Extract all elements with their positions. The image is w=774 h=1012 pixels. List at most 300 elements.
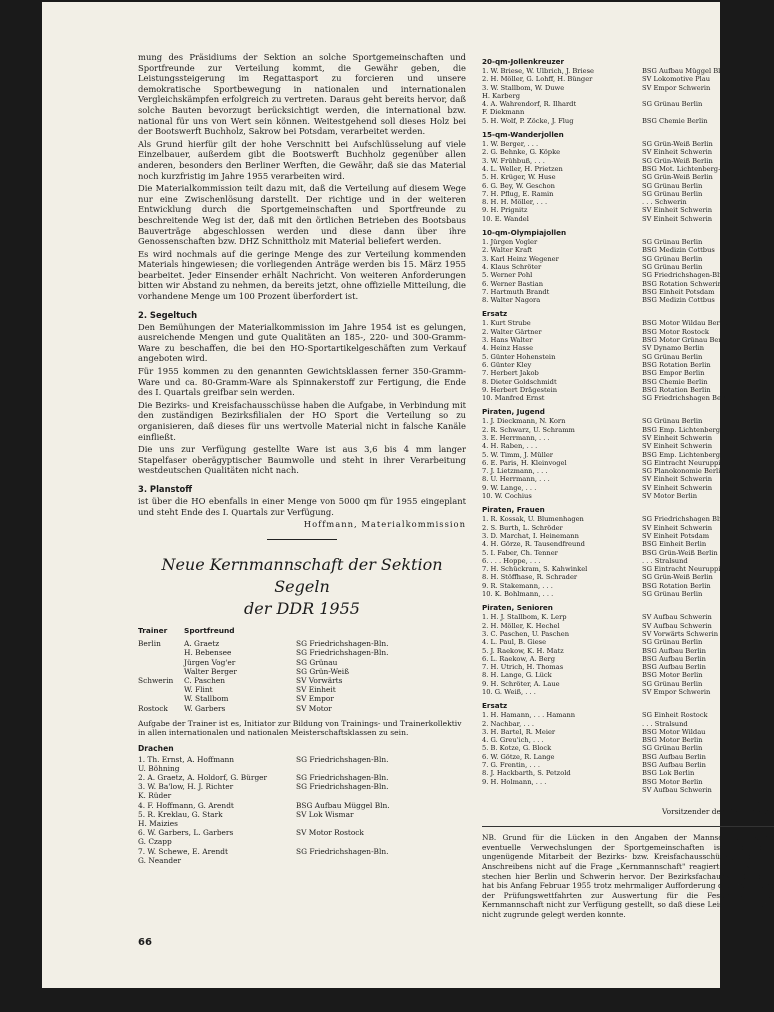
team-title-line2: der DDR 1955 (244, 599, 360, 619)
trainer-club: SG Friedrichshagen-Bln. (296, 639, 389, 649)
class-row (482, 75, 774, 83)
crew-names: 6. W. Götze, R. Lange (482, 752, 555, 761)
crew-names: 2. H. Möller, K. Hechel (482, 621, 560, 630)
crew-club: BSG Rotation Berlin (642, 385, 711, 394)
paragraph: Den Bemühungen der Materialkommission im Jahre 1954 ist es gelungen, ausreichende Mengen und gute Qualitäten an 185-, 220- und 300-Gramm-Ware zu beschaffen, die bei den HO-Sportartikelgeschäften zum Verkauf angeboten wird. (138, 321, 466, 364)
crew-club: . . . Stralsund (642, 556, 688, 565)
drachen-row (138, 773, 466, 782)
crew-names: 5. Werner Pohl (482, 271, 533, 280)
trainer-club: SV Motor (296, 703, 332, 713)
crew-club: SV Lokomotive Plau (642, 75, 711, 84)
crew-club: BSG Motor Berlin (642, 777, 703, 786)
class-row (482, 434, 774, 442)
crew-club: BSG Emp. Lichtenberg-Bln. (642, 450, 736, 459)
crew-club: SV Einheit Schwerin (642, 148, 713, 157)
signature-name: Hoffmann, (734, 798, 774, 808)
crew-names: 4. Heinz Hasse (482, 344, 534, 353)
crew-club: SV Lok Wismar (296, 809, 354, 819)
class-row (482, 711, 774, 719)
trainer-row (138, 667, 466, 676)
crew-club: BSG Einheit Berlin (642, 540, 707, 549)
trainer-name: H. Bebensee (184, 648, 232, 658)
crew-names: 3. W. Ba'low, H. J. Richter (138, 782, 234, 792)
class-row (482, 720, 774, 728)
divider (267, 539, 337, 540)
trainer-row (138, 676, 466, 685)
class-heading: Piraten, Frauen (482, 505, 545, 515)
page-number: 66 (138, 937, 152, 948)
drachen-row (138, 837, 466, 846)
crew-club: SG Friedrichshagen-Bln. (296, 782, 389, 792)
class-row (482, 148, 774, 156)
crew-club: SG Grünau Berlin (642, 638, 703, 647)
trainer-club: SV Vorwärts (296, 675, 343, 685)
class-row (482, 394, 774, 402)
class-row (482, 100, 774, 108)
crew-names: 2. Nachbar, . . . (482, 719, 535, 728)
trainer-club: SG Friedrichshagen-Bln. (296, 648, 389, 658)
class-row (482, 353, 774, 361)
crew-names: 2. Walter Kraft (482, 246, 533, 255)
crew-club: SV Aufbau Schwerin (642, 613, 712, 622)
class-row (482, 140, 774, 148)
class-heading: Piraten, Senioren (482, 603, 553, 613)
class-row (482, 215, 774, 223)
crew-names: 1. H. J. Stallbom, K. Lerp (482, 613, 567, 622)
drachen-row (138, 755, 466, 764)
class-row (482, 647, 774, 655)
crew-names: 6. W. Garbers, L. Garbers (138, 828, 234, 838)
crew-club: BSG Rotation Schwerin (642, 279, 722, 288)
drachen-list (138, 755, 466, 865)
crew-club: BSG Grün-Weiß Berlin (642, 548, 718, 557)
crew-club: SG Einheit Rostock (642, 711, 708, 720)
drachen-heading: Drachen (138, 743, 174, 753)
trainer-col: Trainer (138, 626, 168, 636)
trainer-table (138, 639, 466, 713)
class-row (482, 451, 774, 459)
class-row (482, 680, 774, 688)
crew-club: BSG Motor Rostock (642, 327, 709, 336)
class-heading: Ersatz (482, 701, 508, 711)
crew-names: 2. G. Behnke, G. Köpke (482, 148, 561, 157)
crew-names: 1. J. Dieckmann, N. Korn (482, 417, 566, 426)
crew-names: 8. Dieter Goldschmidt (482, 377, 557, 386)
drachen-row (138, 819, 466, 828)
trainer-row (138, 639, 466, 648)
class-row (482, 296, 774, 304)
crew-names: 10. E. Wandel (482, 214, 529, 223)
crew-club: BSG Aufbau Berlin (642, 761, 706, 770)
crew-club: BSG Motor Berlin (642, 736, 703, 745)
crew-club: SG Grünau Berlin (642, 744, 703, 753)
crew-club: SV Einheit Schwerin (642, 483, 713, 492)
paragraph: Es wird nochmals auf die geringe Menge des zur Verteilung kommenden Materials hingewiesen; die vorliegenden Anträge werden bis 15. März 1955 bearbeitet. Jeder Einsender erhält Nachricht. Von weiteren Anforderungen bitten wir Abstand zu nehmen, da bereits jetzt, ohne offizielle Mitteilung, die vorhandene Menge um 100 Prozent überfordert ist. (138, 248, 466, 302)
class-heading: 20-qm-Jollenkreuzer (482, 57, 565, 66)
trainer-city (138, 694, 184, 703)
class-lists (482, 57, 774, 794)
crew-names: 5. I. Faber, Ch. Tenner (482, 548, 558, 557)
left-column (138, 52, 466, 865)
crew-names: 8. H. H. Möller, . . . (482, 198, 548, 207)
crew-club: BSG Motor Wildau (642, 727, 706, 736)
crew-names: 1. H. Hamann, . . . Hamann (482, 711, 576, 720)
class-row (482, 442, 774, 450)
crew-names: 9. H. Holmann, . . . (482, 777, 547, 786)
crew-club: BSG Motor Wildau Berlin (642, 319, 729, 328)
class-row (482, 613, 774, 621)
crew-club: BSG Aufbau Berlin (642, 646, 706, 655)
crew-names: 5. Günter Hohenstein (482, 352, 556, 361)
class-row (482, 761, 774, 769)
class-row (482, 565, 774, 573)
paragraph: ist über die HO ebenfalls in einer Menge von 5000 qm für 1955 eingeplant und steht Ende des I. Quartals zur Verfügung. (138, 495, 466, 517)
drachen-row (138, 791, 466, 800)
crew-names: 2. R. Schwarz, U. Schramm (482, 425, 575, 434)
crew-names: 6. L. Raekow, A. Berg (482, 654, 556, 663)
class-row (482, 378, 774, 386)
trainer-name: A. Graetz (184, 639, 220, 649)
crew-club: SV Einheit Schwerin (642, 214, 713, 223)
class-row (482, 157, 774, 165)
trainer-name: C. Paschen (184, 675, 225, 685)
crew-club: SG Planokonomie Berlin (642, 467, 725, 476)
trainer-name: W. Stallbom (184, 694, 229, 704)
crew-names: 5. W. Timm, J. Müller (482, 450, 553, 459)
class-row (482, 590, 774, 598)
class-row (482, 573, 774, 581)
crew-names: 3. D. Marchat, I. Heinemann (482, 531, 579, 540)
class-row (482, 319, 774, 327)
crew-names: 4. H. Görze, R. Tausendfreund (482, 540, 585, 549)
crew-names: 3. Hans Walter (482, 336, 533, 345)
class-row (482, 386, 774, 394)
class-row (482, 280, 774, 288)
book-page (42, 2, 774, 988)
class-row (482, 165, 774, 173)
crew-names: 9. H. Prignitz (482, 206, 528, 215)
crew-club: SV Dynamo Berlin (642, 344, 705, 353)
class-row (482, 622, 774, 630)
crew-club (296, 819, 466, 828)
class-row (482, 417, 774, 425)
crew-club: SG Eintracht Neuruppin (642, 458, 725, 467)
crew-club (642, 108, 774, 116)
crew-club: SG Friedrichshagen-Bln. (296, 754, 389, 764)
intro-text (138, 52, 466, 302)
crew-names: 5. H. Krüger, W. Huse (482, 173, 556, 182)
class-row (482, 117, 774, 125)
crew-names: 4. F. Hoffmann, G. Arendt (138, 800, 234, 810)
crew-club (296, 837, 466, 846)
trainer-header (138, 626, 466, 635)
drachen-row (138, 810, 466, 819)
crew-club (296, 764, 466, 773)
crew-club: BSG Medizin Cottbus (642, 296, 715, 305)
crew-club: BSG Motor Berlin (642, 671, 703, 680)
crew-club: SV Einheit Schwerin (642, 442, 713, 451)
crew-names: 1. Kurt Strube (482, 319, 531, 328)
paragraph: mung des Präsidiums der Sektion an solche Sportgemeinschaften und Sportfreunde zur Verteilung kommt, die Gewähr geben, die Leistungssteigerung im Regattasport zu forcieren und unsere demokratische Sportbewegung in nationalen und internationalen Vergleichskämpfen erfolgreich zu vertreten. Daraus geht bereits hervor, daß solche Bauten bevorzugt berücksichtigt werden, die international bzw. national für uns von Wert sein können. Weitestgehend soll dieses Holz bei der Bootswerft Buchholz, Sakrow bei Potsdam, verarbeitet werden. (138, 52, 466, 137)
crew-names: 7. H. Pflug, E. Ramin (482, 189, 554, 198)
trainer-row (138, 658, 466, 667)
paragraph: Die Materialkommission teilt dazu mit, daß die Verteilung auf diesem Wege nur eine Zwischenlösung darstellt. Der richtige und in der weiteren Entwicklung durch die Sportgemeinschaften und Sportfreunde zu beschreitende Weg ist der, daß mit den örtlichen Betrieben des Bootsbaus Bauverträge abgeschlossen werden und diese dann über ihre Genossenschaften bzw. DHZ Schnittholz mit Material beliefert werden. (138, 183, 466, 247)
crew-names: 4. A. Wahrendorf, R. Ilhardt (482, 100, 577, 109)
crew-names: U. Böhning (138, 763, 180, 773)
crew-club: SV Einheit Schwerin (642, 523, 713, 532)
crew-names: 10. Manfred Ernst (482, 394, 545, 403)
crew-names: 2. A. Graetz, A. Holdorf, G. Bürger (138, 773, 268, 782)
crew-club: BSG Einheit Potsdam (642, 287, 715, 296)
trainer-row (138, 648, 466, 657)
signature-role: Vorsitzender des Trainerrates (661, 807, 774, 817)
crew-names: 1. Th. Ernst, A. Hoffmann (138, 754, 235, 764)
trainer-row (138, 685, 466, 694)
class-row (482, 688, 774, 696)
crew-names: 7. G. Frentin, . . . (482, 761, 540, 770)
crew-names: 5. B. Kotze, G. Block (482, 744, 552, 753)
crew-names: 1. W. Berger, . . . (482, 140, 539, 149)
crew-club: SG Grünau Berlin (642, 181, 703, 190)
crew-club: SV Einheit Schwerin (642, 206, 713, 215)
crew-names: 2. H. Möller, G. Lohff, H. Bünger (482, 75, 593, 84)
crew-names: 10. W. Cochius (482, 492, 532, 501)
class-row (482, 459, 774, 467)
class-row (482, 288, 774, 296)
crew-names: H. Maizies (138, 819, 178, 829)
crew-names: 4. Klaus Schröter (482, 262, 542, 271)
class-row (482, 492, 774, 500)
class-row (482, 255, 774, 263)
trainer-name: Jürgen Vog'er (184, 657, 236, 667)
signature: Hoffmann, Materialkommission (303, 519, 466, 530)
trainer-club: SV Einheit (296, 685, 336, 695)
crew-club: SV Motor Berlin (642, 492, 698, 501)
trainer-city (138, 667, 184, 676)
crew-names: 6. . . . Hoppe, . . . (482, 556, 541, 565)
crew-club: BSG Motor Grünau Berlin (642, 336, 731, 345)
nb-note: NB. Grund für die Lücken in den Angaben der Mannschaften sowie eventuelle Verwechslungen der Sportgemeinschaften ist die völlig ungenügende Mitarbeit der Bezirks- bzw. Kreisfachausschüsse, die trotz Anschreibens nicht auf die Frage „Kernmannschaft" reagierten. Besonders stechen hier Berlin und Schwerin hervor. Der Bezirksfachausschuß Berlin hat bis Anfang Februar 1955 trotz mehrmaliger Aufforderung die Ergebnisse der Prüfungswettfahrten zur Auswertung für die Festsetzung der Kernmannschaft nicht zur Verfügung gestellt, so daß diese Leistungsprüfung nicht zugrunde gelegt werden konnte. (482, 826, 774, 919)
crew-names: 4. H. Raben, . . . (482, 442, 538, 451)
crew-names: 3. Karl Heinz Wegener (482, 254, 559, 263)
class-row (482, 532, 774, 540)
crew-club: BSG Chemie Berlin (642, 377, 708, 386)
crew-names: 6. Werner Bastian (482, 279, 544, 288)
crew-club: SG Grünau Berlin (642, 262, 703, 271)
right-column (482, 52, 774, 920)
crew-club: BSG Mot. Lichtenberg-Bln. (642, 164, 734, 173)
crew-club: SG Grünau Berlin (642, 352, 703, 361)
class-row (482, 467, 774, 475)
crew-club: BSG Aufbau Berlin (642, 663, 706, 672)
class-row (482, 540, 774, 548)
crew-names: 3. W. Stallbom, W. Duwe (482, 83, 565, 92)
crew-club: SG Grünau Berlin (642, 189, 703, 198)
trainer-city (138, 658, 184, 667)
crew-club: . . . Stralsund (642, 719, 688, 728)
crew-club: SG Grünau Berlin (642, 254, 703, 263)
crew-names: 7. Hartmuth Brandt (482, 287, 550, 296)
crew-names: 2. S. Burth, L. Schröder (482, 523, 563, 532)
trainer-row (138, 694, 466, 703)
crew-club: SG Grün-Weiß Berlin (642, 573, 713, 582)
crew-club: SV Empor Schwerin (642, 688, 711, 696)
crew-names: 3. W. Frühbuß, . . . (482, 156, 545, 165)
crew-club (296, 791, 466, 800)
crew-names: F. Diekmann (482, 108, 525, 117)
crew-club: . . . Schwerin (642, 198, 687, 207)
crew-club: SG Grünau Berlin (642, 679, 703, 688)
crew-names: K. Rüder (138, 791, 172, 801)
class-row (482, 173, 774, 181)
crew-club: BSG Empor Berlin (642, 369, 705, 378)
crew-club: SV Motor Rostock (296, 828, 364, 838)
crew-names (482, 786, 642, 794)
trainer-city: Schwerin (138, 675, 174, 685)
crew-club: BSG Aufbau Müggel Bln. (296, 800, 390, 810)
crew-club: SG Grünau Berlin (642, 417, 703, 426)
class-row (482, 475, 774, 483)
crew-names: 9. W. Lange, . . . (482, 483, 537, 492)
trainer-city (138, 648, 184, 657)
class-row (482, 524, 774, 532)
class-heading: 15-qm-Wanderjollen (482, 130, 564, 140)
crew-club: SV Einheit Potsdam (642, 531, 710, 540)
class-row (482, 549, 774, 557)
class-row (482, 728, 774, 736)
crew-names: 3. E. Herrmann, . . . (482, 433, 550, 442)
class-row (482, 671, 774, 679)
section-heading: 2. Segeltuch (138, 309, 198, 320)
class-row (482, 630, 774, 638)
crew-names: 1. W. Briese, W. Ulbrich, J. Briese (482, 67, 594, 75)
crew-names: 1. R. Kossak, U. Blumenhagen (482, 515, 584, 524)
trainer-city: Rostock (138, 703, 168, 713)
class-row (482, 182, 774, 190)
crew-names: 7. Herbert Jakob (482, 369, 539, 378)
class-row (482, 663, 774, 671)
drachen-row (138, 782, 466, 791)
class-row (482, 484, 774, 492)
crew-club (642, 92, 774, 100)
crew-names: 1. Jürgen Vogler (482, 238, 538, 247)
crew-names: 3. C. Paschen, U. Paschen (482, 629, 570, 638)
crew-club: BSG Aufbau Berlin (642, 752, 706, 761)
crew-names: 2. Walter Gärtner (482, 327, 542, 336)
trainer-city: Berlin (138, 639, 161, 649)
trainer-note: Aufgabe der Trainer ist es, Initiator zur Bildung von Trainings- und Trainerkollektiv in allen internationalen und nationalen Meisterschaftsklassen zu sein. (138, 718, 462, 738)
crew-names: 10. K. Bohlmann, . . . (482, 590, 554, 599)
class-row (482, 557, 774, 565)
class-row (482, 246, 774, 254)
class-row (482, 198, 774, 206)
crew-club: SG Friedrichshagen Bln. (642, 515, 726, 524)
crew-names: 5. J. Raekow, K. H. Matz (482, 646, 564, 655)
crew-names: 9. Herbert Drägestein (482, 385, 558, 394)
crew-names: 5. H. Wolf, P. Zöcke, J. Flug (482, 116, 574, 125)
class-row (482, 206, 774, 214)
class-heading: 10-qm-Olympiajollen (482, 228, 567, 238)
class-row (482, 190, 774, 198)
crew-club: SG Grünau Berlin (642, 238, 703, 247)
class-row (482, 769, 774, 777)
class-row (482, 84, 774, 92)
crew-club: SG Grün-Weiß Berlin (642, 156, 713, 165)
trainer-name: W. Garbers (184, 703, 226, 713)
crew-names: 6. Günter Kley (482, 360, 532, 369)
crew-club: SG Grün-Weiß Berlin (642, 140, 713, 149)
crew-club: SG Grünau Berlin (642, 100, 703, 109)
paragraph: Die Bezirks- und Kreisfachausschüsse haben die Aufgabe, in Verbindung mit den zuständigen Bezirksfilialen der HO Sport die Verteilung so zu organisieren, daß dieses für uns wertvolle Material nicht in falsche Kanäle einfließt. (138, 399, 466, 442)
crew-names: 9. R. Stakemann, . . . (482, 581, 553, 590)
crew-names: 10. G. Weiß, . . . (482, 688, 536, 696)
paragraph: Als Grund hierfür gilt der hohe Verschnitt bei Aufschlüsselung auf viele Einzelbauer, außerdem gibt die Bootswerft Buchholz gegenüber allen anderen, besonders den Berliner Werften, die Gewähr, daß sie das Material noch kurzfristig im Jahre 1955 verarbeiten wird. (138, 138, 466, 181)
class-row (482, 515, 774, 523)
class-row (482, 638, 774, 646)
crew-names: 9. H. Schröter, A. Laue (482, 679, 560, 688)
crew-club: SG Friedrichshagen-Bln. (642, 271, 726, 280)
crew-names: 8. H. Stöffhase, R. Schrader (482, 573, 578, 582)
class-heading: Ersatz (482, 309, 508, 319)
crew-club: SG Friedrichshagen Berlin (642, 394, 733, 403)
crew-club: SV Vorwärts Schwerin (642, 629, 719, 638)
crew-names: 6. E. Paris, H. Kleinvogel (482, 458, 567, 467)
crew-names: 8. Walter Nagora (482, 296, 541, 305)
section-heading: 3. Planstoff (138, 483, 193, 494)
class-row (482, 786, 774, 794)
class-row (482, 426, 774, 434)
class-row (482, 271, 774, 279)
class-row (482, 263, 774, 271)
class-row (482, 328, 774, 336)
crew-names: H. Karberg (482, 91, 520, 100)
crew-names: 4. L. Paul, B. Giese (482, 638, 547, 647)
paragraph: Für 1955 kommen zu den genannten Gewichtsklassen ferner 350-Gramm-Ware und ca. 80-Gramm-Ware als Spinnakerstoff zur Fertigung, die Ende des I. Quartals greifbar sein werden. (138, 366, 466, 398)
crew-names: 8. J. Hackbarth, S. Petzold (482, 769, 571, 778)
crew-club: BSG Emp. Lichtenberg-Bln. (642, 425, 736, 434)
drachen-row (138, 847, 466, 856)
crew-names: 4. G. Greu'ich, . . . (482, 736, 544, 745)
crew-club: SG Grünau Berlin (642, 590, 703, 599)
crew-club (296, 856, 466, 865)
class-row (482, 108, 774, 116)
crew-names: 8. H. Lange, G. Lück (482, 671, 552, 680)
class-row (482, 744, 774, 752)
drachen-row (138, 801, 466, 810)
crew-names: 6. G. Bey, W. Geschon (482, 181, 555, 190)
class-row (482, 336, 774, 344)
trainer-city (138, 685, 184, 694)
class-row (482, 67, 774, 75)
crew-club: BSG Medizin Cottbus (642, 246, 715, 255)
class-row (482, 655, 774, 663)
crew-club: SV Empor Schwerin (642, 83, 711, 92)
class-row (482, 369, 774, 377)
crew-names: 5. R. Kreklau, G. Stark (138, 809, 223, 819)
crew-names: 4. L. Weller, H. Prietzen (482, 164, 563, 173)
crew-names: G. Czapp (138, 837, 172, 847)
trainer-club: SV Empor (296, 694, 334, 704)
crew-names: 7. J. Lietzmann, . . . (482, 467, 548, 476)
crew-club: BSG Chemie Berlin (642, 116, 708, 125)
crew-club: SV Einheit Schwerin (642, 433, 713, 442)
crew-club: SG Friedrichshagen-Bln. (296, 846, 389, 856)
class-heading: Piraten, Jugend (482, 407, 545, 417)
class-row (482, 582, 774, 590)
crew-club: SG Friedrichshagen-Bln. (296, 773, 389, 782)
trainer-club: SG Grünau (296, 657, 338, 667)
crew-club: SV Aufbau Schwerin (642, 785, 712, 794)
